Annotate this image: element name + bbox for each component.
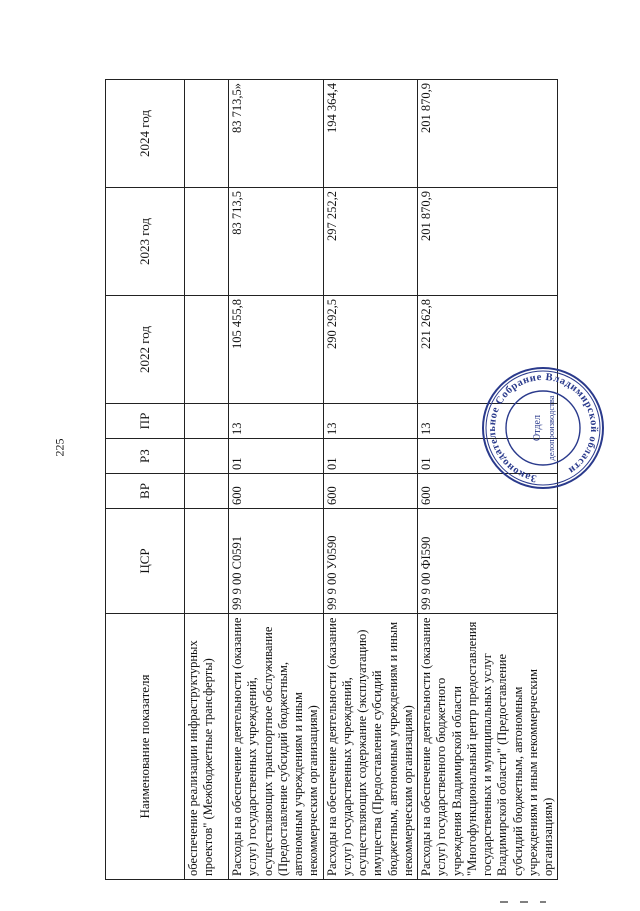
stamp-inner-line1: Отдел [532,415,543,441]
row-rz [185,439,229,474]
row-rz: 01 [323,439,418,474]
row-pr: 13 [323,404,418,439]
row-csr: 99 9 00 ФI590 [418,509,558,614]
row-2023 [185,188,229,296]
scan-edge-marks [0,893,640,905]
row-csr: 99 9 00 У0590 [323,509,418,614]
header-pr: ПР [106,404,185,439]
row-vr: 600 [418,474,558,509]
row-2024 [185,80,229,188]
row-2022: 105 455,8 [229,296,324,404]
svg-text:Законодательное Собрание Влади [487,372,599,484]
row-2022: 290 292,5 [323,296,418,404]
row-name: Расходы на обеспечение деятельности (оказание услуг) государственных учреждений, осуществляющих содержание (эксплуатацию) имущества (Предоставление субсидий бюджетным, автономным учреждениям и иным некоммерческим организациям) [323,614,418,880]
row-rz: 01 [418,439,558,474]
row-2024: 201 870,9 [418,80,558,188]
row-pr: 13 [229,404,324,439]
table-row [229,80,324,880]
header-rz: РЗ [106,439,185,474]
stamp-outer-text: Законодательное Собрание Владимирской области [486,371,600,484]
stamp-inner-line2: делопроизводства [546,395,556,461]
table-row [185,80,229,880]
header-csr: ЦСР [106,509,185,614]
row-name: Расходы на обеспечение деятельности (оказание услуг) государственных учреждений, осуществляющих транспортное обслуживание (Предоставление субсидий бюджетным, автономным учреждениям и иным некоммерческим организациям) [229,614,324,880]
stamp-seal-icon [480,365,606,491]
row-2022 [185,296,229,404]
row-vr: 600 [323,474,418,509]
row-2023: 297 252,2 [323,188,418,296]
row-name: Расходы на обеспечение деятельности (оказание услуг) государственного бюджетного учреждения Владимирской области "Многофункциональный центр предоставления государственных и муниципальных услуг Владимирской области" (Предоставление субсидий бюджетным, автономным учреждениям и иным некоммерческим организациям) [418,614,558,880]
row-vr: 600 [229,474,324,509]
official-stamp [480,365,606,491]
row-rz: 01 [229,439,324,474]
page-number: 225 [52,438,67,457]
row-2024: 83 713,5» [229,80,324,188]
header-2023: 2023 год [106,188,185,296]
row-2022: 221 262,8 [418,296,558,404]
header-name: Наименование показателя [106,614,185,880]
table-header-row [106,80,185,880]
row-csr [185,509,229,614]
row-2024: 194 364,4 [323,80,418,188]
row-name: обеспечение реализации инфраструктурных проектов" (Межбюджетные трансферты) [185,614,229,880]
header-2024: 2024 год [106,80,185,188]
row-2023: 83 713,5 [229,188,324,296]
row-pr [185,404,229,439]
header-2022: 2022 год [106,296,185,404]
row-2023: 201 870,9 [418,188,558,296]
header-vr: ВР [106,474,185,509]
row-vr [185,474,229,509]
row-pr: 13 [418,404,558,439]
row-csr: 99 9 00 С0591 [229,509,324,614]
table-row [323,80,418,880]
